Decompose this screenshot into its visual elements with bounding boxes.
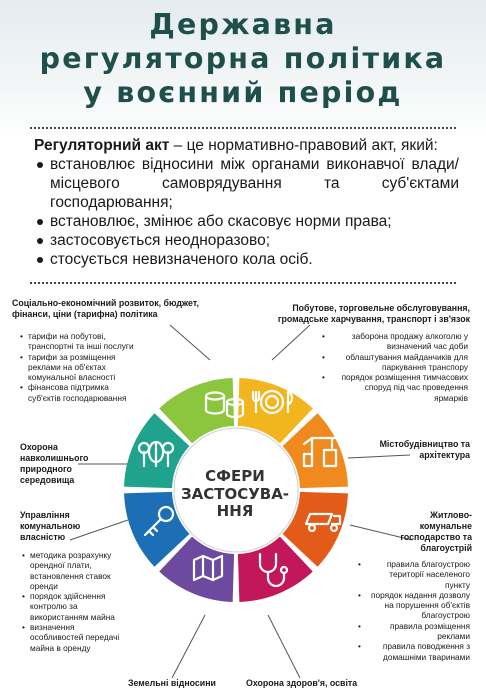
list-item: • фінансова підтримка суб'єктів господарювання bbox=[20, 382, 138, 403]
title-line-1: Державна bbox=[149, 8, 337, 41]
leader-line-socio bbox=[170, 325, 210, 360]
sector-label-household: Побутове, торговельне обслуговування, громадське харчування, транспорт і зв'язок bbox=[277, 303, 470, 324]
list-item: • методика розрахунку орендної плати, встановлення ставок оренди bbox=[22, 550, 122, 591]
list-item: • правила благоустрою території населеного пункту bbox=[358, 559, 470, 590]
definition-item: стосується невизначеного кола осіб. bbox=[34, 250, 459, 269]
center-line-3: ННЯ bbox=[216, 502, 254, 520]
list-item: • облаштування майданчиків для паркування транспору bbox=[322, 352, 468, 373]
list-item: • тарифи за розміщення реклами на об'єктах комунальної власності bbox=[20, 352, 138, 383]
definition-item: встановлює, змінює або скасовує норми права; bbox=[34, 212, 459, 231]
list-item: • правила розміщення реклами bbox=[358, 621, 470, 642]
list-item: • визначення особливостей передачі майна в оренду bbox=[22, 622, 122, 653]
center-label bbox=[176, 468, 294, 521]
list-item: • заборона продажу алкоголю у визначений час доби bbox=[322, 331, 468, 352]
center-line-2: ЗАСТОСУВА- bbox=[180, 484, 290, 503]
leader-line-health bbox=[268, 615, 300, 678]
communal-property-list bbox=[22, 550, 122, 653]
leader-line-land bbox=[172, 615, 205, 678]
sector-label-socio-economic: Соціально-економічний розвиток, бюджет, фінанси, ціни (тарифна) політика bbox=[12, 298, 199, 319]
sector-label-housing: Житлово-комунальне господарство та благоустрій bbox=[400, 510, 472, 553]
list-item: • тарифи на побутові, транспортні та інші послуги bbox=[20, 331, 138, 352]
socio-economic-list bbox=[20, 331, 138, 403]
definition-item: застосовується неодноразово; bbox=[34, 231, 459, 250]
sector-label-urban: Містобудівництво та архітектура bbox=[379, 439, 470, 460]
sector-label-communal-property: Управління комунальною власністю bbox=[20, 510, 81, 542]
definition-rest: – це нормативно-правовий акт, який: bbox=[169, 137, 438, 154]
list-item: • правила поводження з домашніми тваринами bbox=[358, 641, 470, 662]
center-line-1: СФЕРИ bbox=[205, 467, 265, 485]
definition-term: Регуляторний акт bbox=[34, 137, 170, 154]
leader-line-household bbox=[272, 325, 310, 360]
list-item: • порядок здійснення контролю за використанням майна bbox=[22, 591, 122, 622]
title-line-3: у воєнний період bbox=[83, 76, 403, 109]
title-line-2: регуляторна політика bbox=[39, 42, 447, 75]
sector-label-health: Охорона здоров'я, освіта bbox=[246, 678, 358, 688]
household-list bbox=[322, 331, 468, 403]
sector-label-environment: Охорона навколишнього природного середовища bbox=[20, 442, 89, 485]
definition-item: встановлює відносини між органами виконавчої влади/місцевого самоврядування та суб'єктами господарювання; bbox=[34, 155, 459, 212]
sector-label-land: Земельні відносини bbox=[128, 678, 216, 688]
housing-list bbox=[358, 559, 470, 662]
list-item: • порядок розміщення тимчасових споруд під час проведення ярмарків bbox=[322, 372, 468, 403]
list-item: • порядок надання дозволу на порушення об'єктів благоустрою bbox=[358, 590, 470, 621]
